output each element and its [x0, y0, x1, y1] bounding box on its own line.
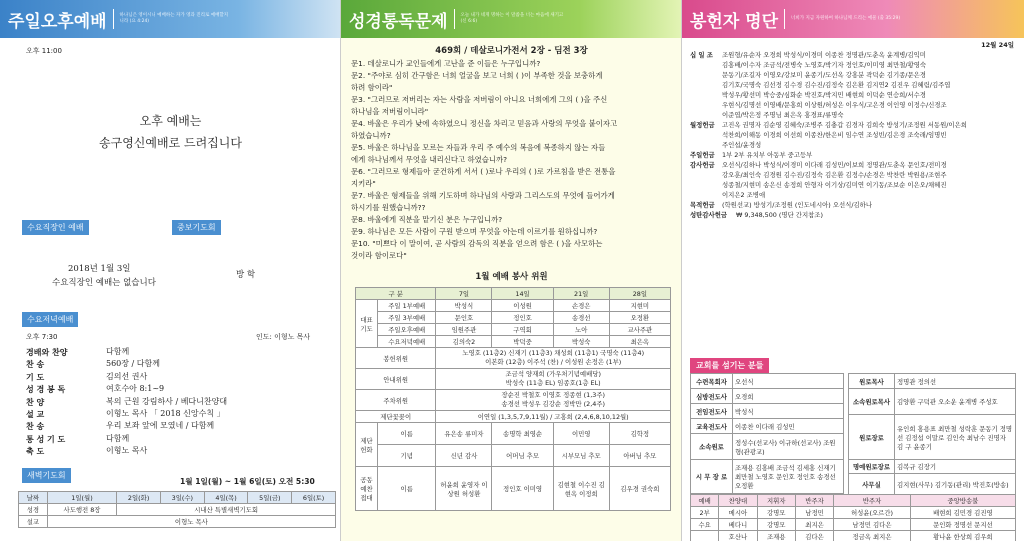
staff-row: 원로장로 유인희 홍용표 최만철 성락훈 문동기 정명선 김정섭 이말로 김인숙 최남수 진명자 김 구 윤종기	[849, 415, 1016, 460]
afternoon-banner	[0, 0, 340, 38]
staff-row: 원로목사 정명관 정의선	[849, 374, 1016, 389]
quiz-banner	[341, 0, 681, 38]
offering-group: 목적헌금 (학원선교) 방성기/조정원 (인도네시아) 오선식/김하나	[690, 201, 873, 209]
staff-row: 사무실 김지현(사무) 김기동(관리) 박진호(방송)	[849, 474, 1016, 496]
offering-list: 십 일 조 조원형/유순자 오경희 박성식/이경미 이종찬 정명관/도춘옥 윤계병/김익미 김홍배/이수자 조금석/전병숙 노영호/박기자 정인호/이미영 최만철/황영숙 문동기/조길자 이영오/강보미 윤종기/도선옥 강홍분 곽덕순 김기종/문은경 김기호/국명숙 김선정 김수경 김수진/김정숙 김은환 김지연2 김진우 김혜림/김주엽 박성우/황선미 박승중/심화순 박진호/박지민 배현희 이덕순 연승희/서수경 우현식/김명선 이영배/문홍희 이상원/허성은 이우식/고은경 이인영 이정수/신경조 이준엽/박은정 주명님 최은옥 홍경표/류명숙 월정헌금 고진옥 권명자 김순영 김혜숙/조병주 김충갑 김경자 김희숙 방성기/조정원 서동원/이은희 석찬희/이해동 이경희 이선희 이종찬/한은비 임수연 조성빈/김은경 조숙래/임명빈 주인섭/윤경성 주일헌금 1부 2부 유치부 아동부 중고등부 감사헌금 오선식/김하나 박성식/이경미 이다래 김성민/이보희 정명관/도춘옥 문인호/전미경 강오훈/최인숙 김경원 김수진/김정숙 김은환 김정수/손경은 박찬란 박원용/조현주 성종철/지현미 송은신 송정희 안형자 이기상/김미연 이기동/조보순 이은오/채혜진 이지은2 조병애 목적헌금 (학원선교) 방성기/조정원 (인도네시아) 오선식/김하나 성탄감사헌금 ₩ 9,348,500 (명단 간지참조)	[690, 50, 1016, 220]
notice-line-1: 오후 예배는	[139, 114, 202, 128]
svc-extra-row: 안내위원 조금석 양재희 (가우처기념예배당) 박성숙 (11층 EL) 임종호(1층 EL)	[356, 369, 671, 390]
wed-date: 2018년 1월 3일	[68, 264, 131, 274]
svc-extra-row: 봉헌위원 노영호 (11층2) 신재기 (11층3) 채성희 (11층1) 국명숙 (11층4) 이본화 (12층) 이주석 (찬) / 이성원 손정은 (1부)	[356, 348, 671, 369]
question-line: 문7. 바울은 형제들을 위해 기도하며 하나님의 사랑과 그리스도의 무엇에 들어가게	[351, 191, 615, 200]
evening-time: 오후 7:30	[26, 333, 58, 341]
dawn-row-scripture: 성경 사도행전 8장 시내산 특별새벽기도회	[19, 504, 336, 516]
flower-row: 기념 신년 감사 어머님 추모 시부모님 추모 아버님 추모	[356, 445, 671, 467]
order-row: 경배와 찬양 다함께	[26, 347, 130, 357]
evening-leader: 인도: 이형노 목사	[256, 333, 311, 341]
panel-title: 주일오후예배	[8, 11, 107, 32]
order-row: 통 성 기 도 다함께	[26, 433, 130, 444]
quiz-questions	[351, 58, 673, 262]
wed-note: 수요직장인 예배는 없습니다	[52, 278, 156, 288]
question-line: 문1. 데살로니가 교인들에게 고난을 준 이들은 누구입니까?	[351, 59, 541, 68]
offering-group: 월정헌금 고진옥 권명자 김순영 김혜숙/조병주 김충갑 김경자 김희숙 방성기/조정원 서동원/이은희	[690, 121, 967, 129]
svc-extra-row: 주차위원 장순진 박철호 이영호 정종현 (1,3주) 송경선 박성우 김강순 정박만 (2,4주)	[356, 390, 671, 411]
svc-row: 주일 3부예배 문인호 정인호 송경선 오정환	[356, 312, 671, 324]
choir-table	[690, 494, 1016, 541]
section-wed-prayer: 수요직장인 예배	[22, 220, 89, 235]
panel-subtitle: 하나님은 영이시니 예배하는 자가 영과 진리로 예배할지니라 (요 4:24)	[119, 13, 229, 24]
staff-left-table	[690, 373, 844, 494]
staff-title: 교회를 섬기는 분들	[690, 358, 769, 373]
question-line: 하시기를 원했습니까??	[351, 203, 426, 212]
dawn-schedule-table	[18, 491, 336, 528]
question-line: 하나님을 저버림이니라"	[351, 107, 429, 116]
section-dawn: 새벽기도회	[22, 468, 71, 483]
question-line: 문8. 바울에게 직분을 맡기신 분은 누구입니까?	[351, 215, 503, 224]
staff-row: 소속원로 정성수(선교사) 이규하(선교사) 조원형(관광교)	[691, 434, 844, 460]
offering-group: 성탄감사헌금 ₩ 9,348,500 (명단 간지참조)	[690, 211, 823, 219]
question-line: 문10. "미쁘다 이 말이여, 곧 사람의 감독의 직분을 얻으려 함은 ( )을 사모하는	[351, 239, 603, 248]
question-line: 지키라"	[351, 179, 376, 188]
vacation-label: 방 학	[236, 270, 256, 280]
service-committee-table	[355, 287, 671, 511]
question-line: 문2. "주야로 심히 간구함은 너희 얼굴을 보고 너희 ( )이 부족한 것을 보충하게	[351, 71, 603, 80]
offering-group: 주일헌금 1부 2부 유치부 아동부 중고등부	[690, 151, 813, 159]
divider	[454, 9, 455, 29]
order-row: 축 도 이형노 목사	[26, 446, 148, 457]
panel-title: 봉헌자 명단	[690, 11, 779, 32]
svc-row: 주일오후예배 임원주관 구역회 노아 교사주관	[356, 324, 671, 336]
section-wed-evening: 수요저녁예배	[22, 312, 78, 327]
staff-row: 교육전도사 이종찬 이다래 김성민	[691, 419, 844, 434]
question-line: 하려 함이라"	[351, 83, 393, 92]
staff-right-table	[848, 373, 1016, 496]
question-line: 문6. "그러므로 형제들아 굳건하게 서서 ( )로나 우리의 ( )로 가르침을 받은 전통을	[351, 167, 616, 176]
bible-quiz-panel	[341, 0, 682, 541]
flower-row: 제단헌화 이름 유은송 류미자 송명학 최영순 이민영 김학정	[356, 423, 671, 445]
notice-line-2: 송구영신예배로 드려집니다	[99, 136, 242, 150]
choir-row: 2부 메시아 강명모 남정민 허성윤(오르간) 배현희 김민경 김진영	[691, 507, 1016, 519]
svc-row: 대표기도 주일 1부예배 박성식 이성원 손경은 지현미	[356, 300, 671, 312]
panel-subtitle: 오늘 내가 네게 명하는 이 말씀을 너는 마음에 새기고 (신 6:6)	[460, 13, 564, 24]
staff-row: 명예원로장로 김복규 김장기	[849, 460, 1016, 474]
order-of-worship	[26, 346, 326, 458]
question-line: 문4. 바울은 우리가 낮에 속하였으니 정신을 차리고 믿음과 사랑의 무엇을 붙이자고	[351, 119, 618, 128]
order-row: 찬 양 복의 근원 강림하사 / 베다니찬양대	[26, 396, 228, 407]
dawn-row-sermon: 설교 이형노 목사	[19, 516, 336, 528]
section-intercession: 중보기도회	[172, 220, 221, 235]
meal-row: 공동예찬접대 이름 허윤희 윤영자 이상원 허성환 정인호 이미영 김현철 이수진 김현옥 이정희 김우경 권숙희	[356, 467, 671, 511]
offering-group: 십 일 조 조원형/유순자 오경희 박성식/이경미 이종찬 정명관/도춘옥 윤계병/김익미	[690, 51, 926, 59]
question-line: 하였습니까?	[351, 131, 391, 140]
choir-head-row: 예배 찬양대 지휘자 반주자 반주자 중앙방송불	[691, 495, 1016, 507]
staff-row: 소속원로목사 김양환 구덕관 오소운 윤계병 주성호	[849, 389, 1016, 415]
question-line: 문9. 하나님은 모든 사람이 구원 받으며 무엇을 아는데 이르기를 원하십니까?	[351, 227, 598, 236]
afternoon-service-panel	[0, 0, 341, 541]
svc-head-row: 구 분 7일 14일 21일 28일	[356, 288, 671, 300]
choir-row: 수요 베다니 강명모 최지은 남정민 김다은 문인화 정명선 문지선	[691, 519, 1016, 531]
dawn-date: 1월 1일(월) ~ 1월 6일(토) 오전 5:30	[180, 477, 315, 486]
question-line: 문5. 바울은 하나님을 모르는 자들과 우리 주 예수의 복음에 복종하지 않는 자들	[351, 143, 606, 152]
dawn-head-row: 날짜 1일(월) 2일(화) 3일(수) 4일(목) 5일(금) 6일(토)	[19, 492, 336, 504]
order-row: 성 경 봉 독 여호수아 8:1~9	[26, 384, 165, 395]
divider	[784, 9, 785, 29]
order-row: 찬 송 우리 보좌 앞에 모였네 / 다함께	[26, 421, 215, 432]
staff-row: 시 무 장 로 조재용 김홍배 조금석 김세홍 신재기 최만철 노영호 문인호 정인호 송경선 오정환	[691, 460, 844, 494]
staff-row: 수련목회자 오선식	[691, 374, 844, 389]
staff-row: 심방전도사 오경희	[691, 389, 844, 404]
offerings-panel	[682, 0, 1024, 541]
svc-extra-row: 제단꽃꽂이 이연일 (1,3,5,7,9,11월) / 고홍희 (2,4,6,8,10,12월)	[356, 411, 671, 423]
offerings-date: 12월 24일	[981, 41, 1014, 49]
order-row: 기 도 김의선 권사	[26, 371, 148, 382]
staff-row: 전임전도사 박성식	[691, 404, 844, 419]
offering-group: 감사헌금 오선식/김하나 박성식/이경미 이다래 김성민/이보희 정명관/도춘옥 문인호/전미경	[690, 161, 947, 169]
question-line: 에게 하나님께서 무엇을 내리신다고 하였습니까?	[351, 155, 508, 164]
offerings-banner	[682, 0, 1024, 38]
service-time: 오후 11:00	[26, 47, 62, 55]
service-committee-title: 1월 예배 봉사 위원	[475, 272, 548, 282]
order-row: 설 교 이형노 목사 「 2018 신앙수칙 」	[26, 409, 225, 420]
question-line: 것이라 함이로다"	[351, 251, 407, 260]
svc-row: 수요저녁예배 김의숙2 박덕중 박성숙 최은옥	[356, 336, 671, 348]
choir-row: 호산나 조재용 김다은 정금옥 최지은 황나윤 한상희 김우희	[691, 531, 1016, 541]
order-row: 찬 송 560장 / 다함께	[26, 359, 160, 370]
panel-title: 성경통독문제	[349, 11, 448, 32]
quiz-title: 469회 / 데살로니가전서 2장 - 딤전 3장	[435, 46, 588, 56]
question-line: 문3. "그러므로 저버리는 자는 사람을 저버림이 아니요 너희에게 그의 ( )을 주신	[351, 95, 608, 104]
divider	[113, 9, 114, 29]
panel-subtitle: 너희가 지금 자원하여 하나님께 드리는 예물 (출 35:29)	[791, 16, 901, 21]
